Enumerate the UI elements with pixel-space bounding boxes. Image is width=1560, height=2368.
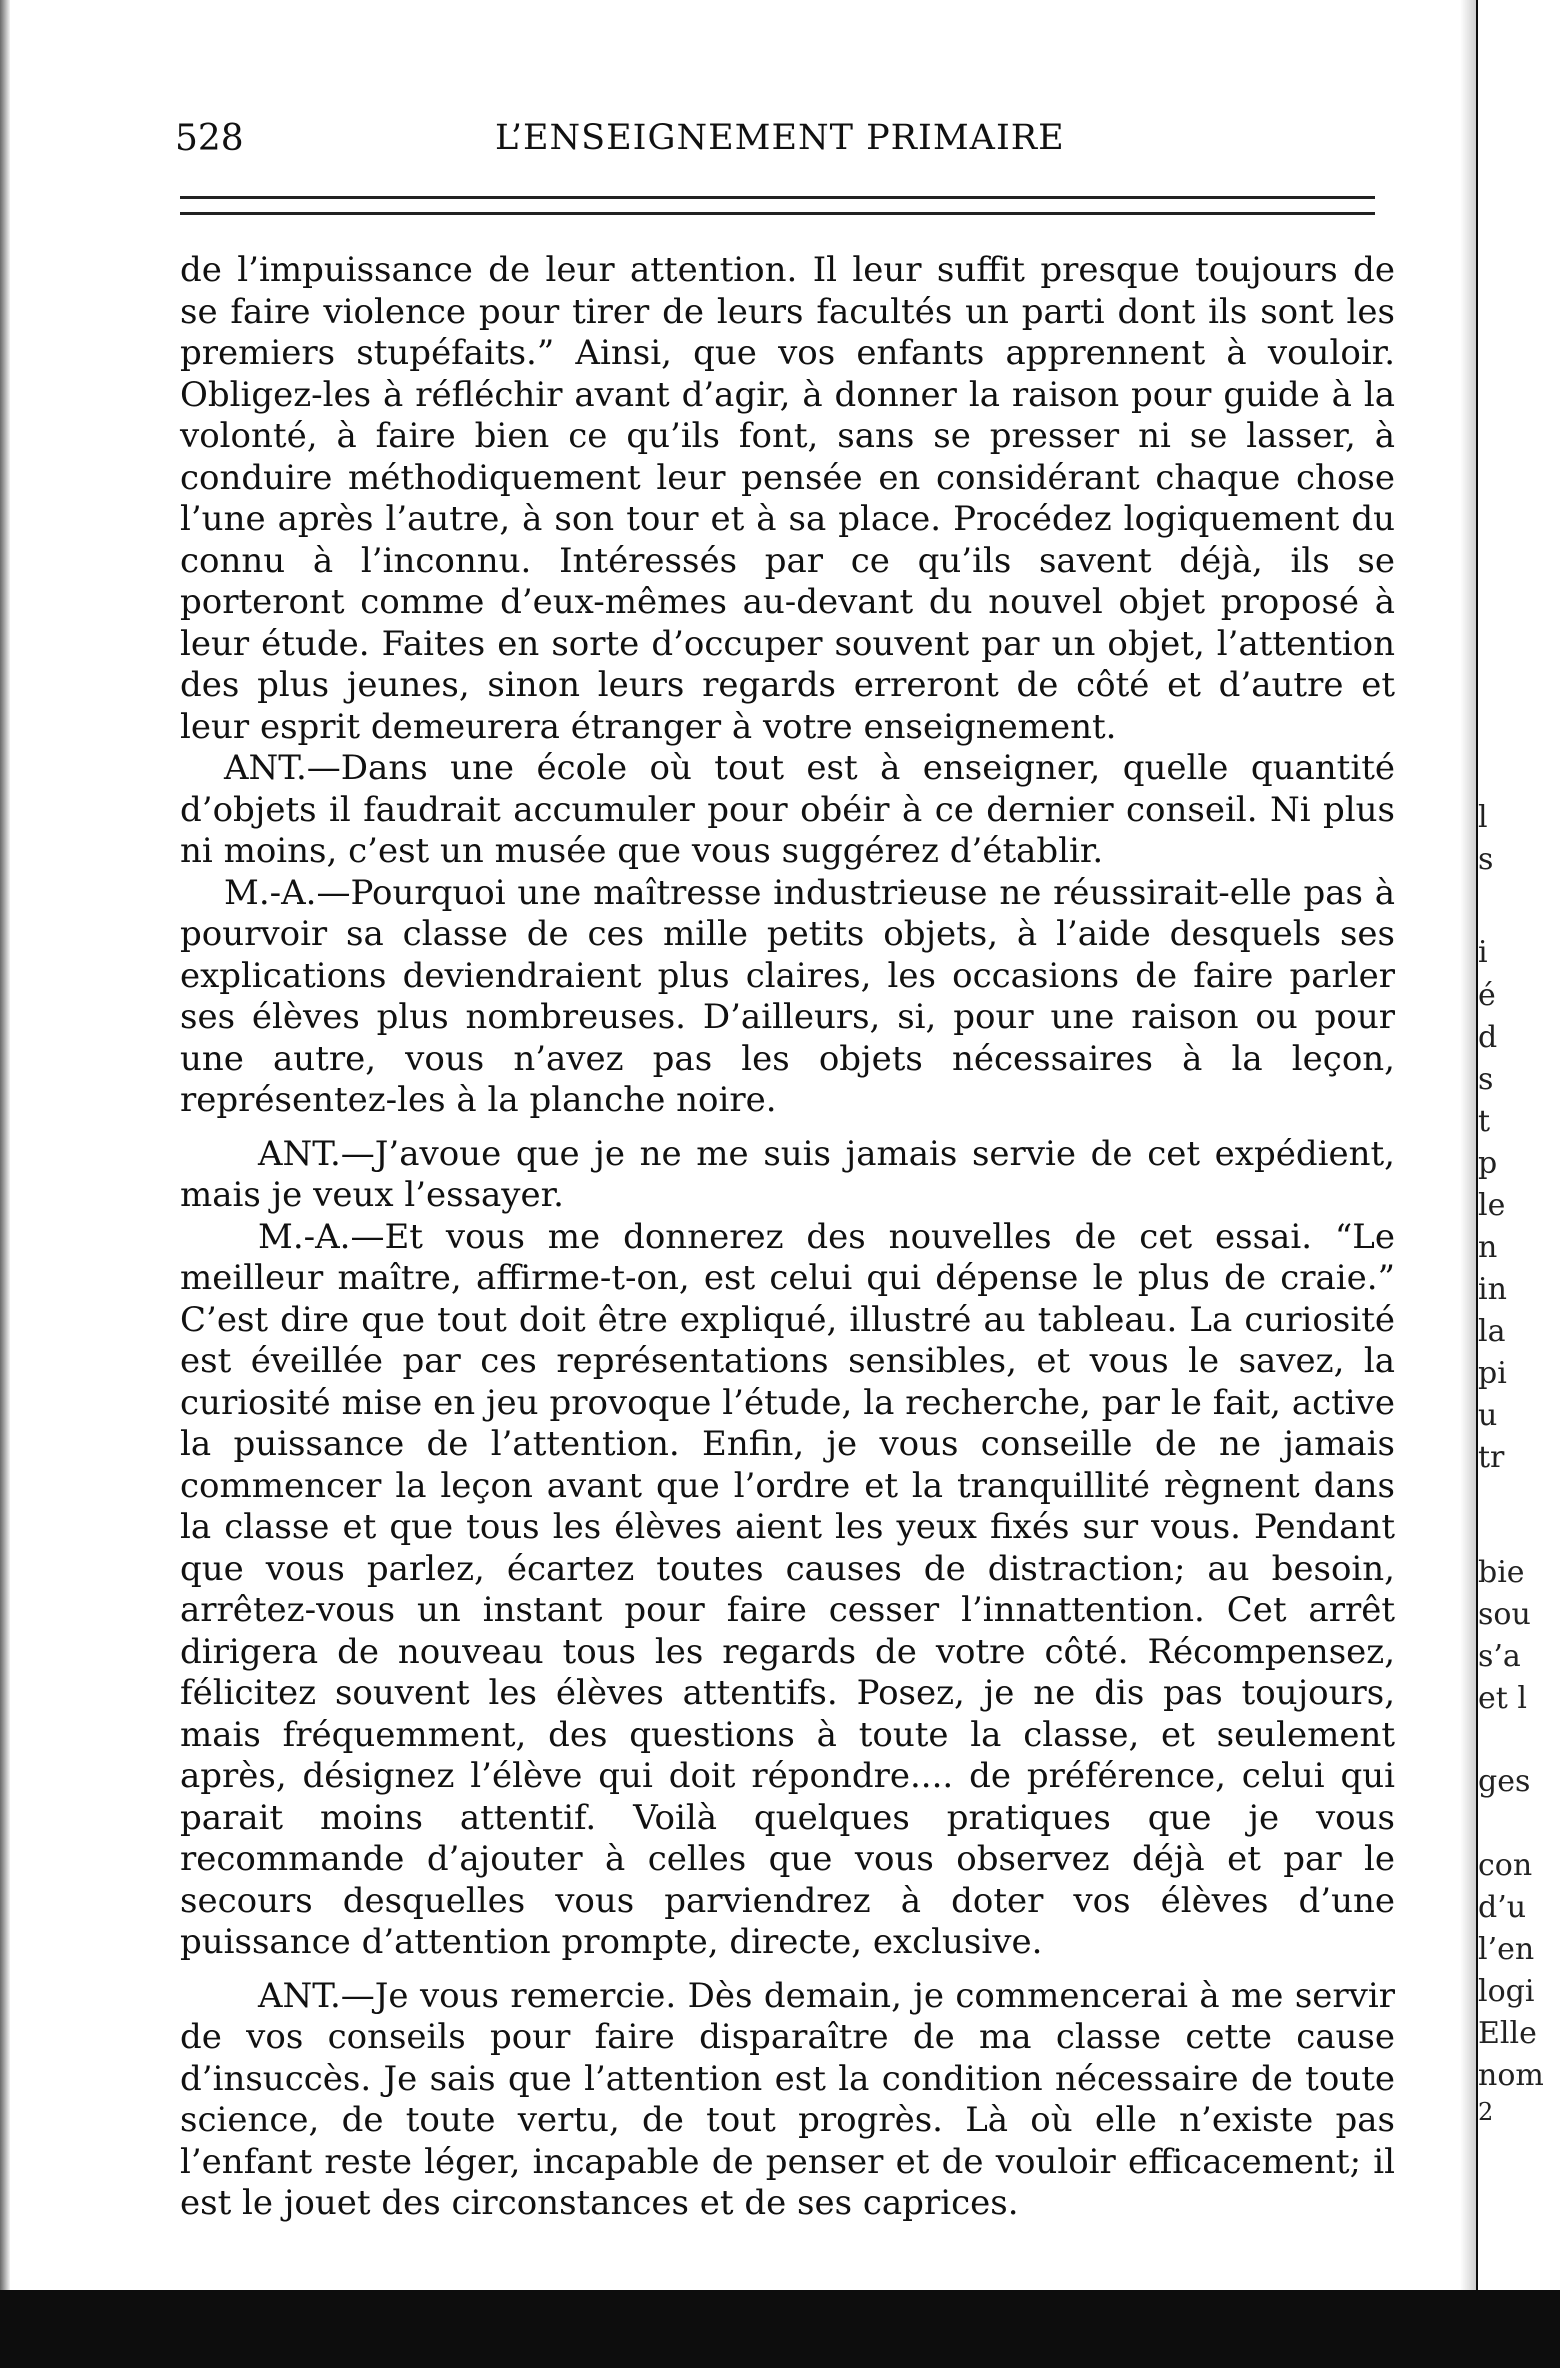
- neighbor-fragment: é: [1478, 978, 1496, 1013]
- neighbor-fragment: pi: [1478, 1356, 1507, 1391]
- neighbor-fragment: u: [1478, 1398, 1498, 1433]
- paragraph-ant-1: [180, 748, 1395, 873]
- neighbor-fragment: tr: [1478, 1440, 1505, 1475]
- page-gutter-shadow: [1460, 0, 1476, 2290]
- paragraph-ant-3-text: ANT.—Je vous remercie. Dès demain, je commencerai à me servir de vos conseils pour faire disparaître de ma classe cette cause d’insuccès. Je sais que l’attention est la condition nécessaire de toute science, de toute vertu, de tout progrès. Là où elle n’existe pas l’enfant reste léger, incapable de penser et de vouloir efficacement; il est le jouet des circonstances et de ses caprices.: [180, 1975, 1395, 2223]
- page-header: [175, 118, 1375, 168]
- neighbor-fragment: et l: [1478, 1681, 1527, 1716]
- paragraph-ma-1: [180, 873, 1395, 1122]
- paragraph-ma-2-text: M.-A.—Et vous me donnerez des nouvelles de cet essai. “Le meilleur maître, affirme-t-on, est celui qui dépense le plus de craie.” C’est dire que tout doit être expliqué, illustré au tableau. La curiosité est éveillée par ces représentations sensibles, et vous le savez, la curiosité mise en jeu provoque l’étude, la recherche, par le fait, active la puissance de l’attention. Enfin, je vous conseille de ne jamais commencer la leçon avant que l’ordre et la tranquillité règnent dans la classe et que tous les élèves aient les yeux fixés sur vous. Pendant que vous parlez, écartez toutes causes de distraction; au besoin, arrêtez-vous un instant pour faire cesser l’innattention. Cet arrêt dirigera de nouveau tous les regards de votre côté. Récompensez, félicitez souvent les élèves attentifs. Posez, je ne dis pas toujours, mais fréquemment, des questions à toute la classe, et seulement après, désignez l’élève qui doit répondre.... de préférence, celui qui parait moins attentif. Voilà quelques pratiques que je vous recommande d’ajouter à celles que vous observez déjà et par le secours desquelles vous parviendrez à doter vos élèves d’une puissance d’attention prompte, directe, exclusive.: [180, 1216, 1395, 1962]
- neighbor-fragment: n: [1478, 1230, 1498, 1265]
- running-title: L’ENSEIGNEMENT PRIMAIRE: [495, 118, 1065, 158]
- scan-border-bottom: [0, 2290, 1560, 2368]
- neighbor-fragment: bie: [1478, 1555, 1525, 1590]
- neighbor-fragment: s’a: [1478, 1639, 1521, 1674]
- neighbor-fragment: con: [1478, 1848, 1533, 1883]
- neighbor-fragment: p: [1478, 1146, 1498, 1181]
- paragraph-ant-3: [180, 1976, 1395, 2225]
- neighbor-fragment: sou: [1478, 1597, 1531, 1632]
- neighbor-fragment: l’en: [1478, 1932, 1535, 1967]
- paragraph-continuation: de l’impuissance de leur attention. Il leur suffit presque toujours de se faire violence pour tirer de leurs facultés un parti dont ils sont les premiers stupéfaits.” Ainsi, que vos enfants apprennent à vouloir. Obligez-les à réfléchir avant d’agir, à donner la raison pour guide à la volonté, à faire bien ce qu’ils font, sans se presser ni se lasser, à conduire méthodiquement leur pensée en considérant chaque chose l’une après l’autre, à son tour et à sa place. Procédez logiquement du connu à l’inconnu. Intéressés par ce qu’ils savent déjà, ils se porteront comme d’eux-mêmes au-devant du nouvel objet proposé à leur étude. Faites en sorte d’occuper souvent par un objet, l’attention des plus jeunes, sinon leurs regards erreront de côté et d’autre et leur esprit demeurera étranger à votre enseignement.: [180, 250, 1395, 747]
- neighbor-fragment: d: [1478, 1020, 1498, 1055]
- neighbor-fragment: s: [1478, 1062, 1494, 1097]
- neighbor-fragment: d’u: [1478, 1890, 1527, 1925]
- header-rule-bottom: [180, 212, 1375, 215]
- paragraph-ant-1-text: ANT.—Dans une école où tout est à enseigner, quelle quantité d’objets il faudrait accumuler pour obéir à ce dernier conseil. Ni plus ni moins, c’est un musée que vous suggérez d’établir.: [180, 748, 1395, 871]
- paragraph-ma-1-text: M.-A.—Pourquoi une maîtresse industrieuse ne réussirait-elle pas à pourvoir sa classe de ces mille petits objets, à l’aide desquels ses explications deviendraient plus claires, les occasions de faire parler ses élèves plus nombreuses. D’ailleurs, si, pour une raison ou pour une autre, vous n’avez pas les objets nécessaires à la leçon, représentez-les à la planche noire.: [180, 872, 1395, 1120]
- neighbor-page-strip: [1478, 0, 1560, 2290]
- neighbor-fragment: logi: [1478, 1974, 1535, 2009]
- neighbor-fragment: t: [1478, 1104, 1491, 1139]
- neighbor-fragment: l: [1478, 800, 1488, 835]
- neighbor-fragment: Elle: [1478, 2016, 1537, 2051]
- body-text: [180, 250, 1395, 2225]
- paragraph-ant-2: [180, 1134, 1395, 1217]
- page-number: 528: [175, 118, 244, 159]
- neighbor-fragment: 2: [1478, 2098, 1494, 2126]
- page-left-edge-shadow: [0, 0, 10, 2368]
- neighbor-fragment: i: [1478, 935, 1488, 970]
- paragraph-ant-2-text: ANT.—J’avoue que je ne me suis jamais servie de cet expédient, mais je veux l’essayer.: [180, 1133, 1395, 1215]
- neighbor-fragment: s: [1478, 842, 1494, 877]
- neighbor-fragment: ges: [1478, 1764, 1531, 1799]
- neighbor-fragment: in: [1478, 1272, 1507, 1307]
- neighbor-fragment: nom: [1478, 2058, 1544, 2093]
- header-rule-top: [180, 196, 1375, 199]
- neighbor-fragment: la: [1478, 1314, 1506, 1349]
- neighbor-fragment: le: [1478, 1188, 1506, 1223]
- paragraph-ma-2: [180, 1217, 1395, 1964]
